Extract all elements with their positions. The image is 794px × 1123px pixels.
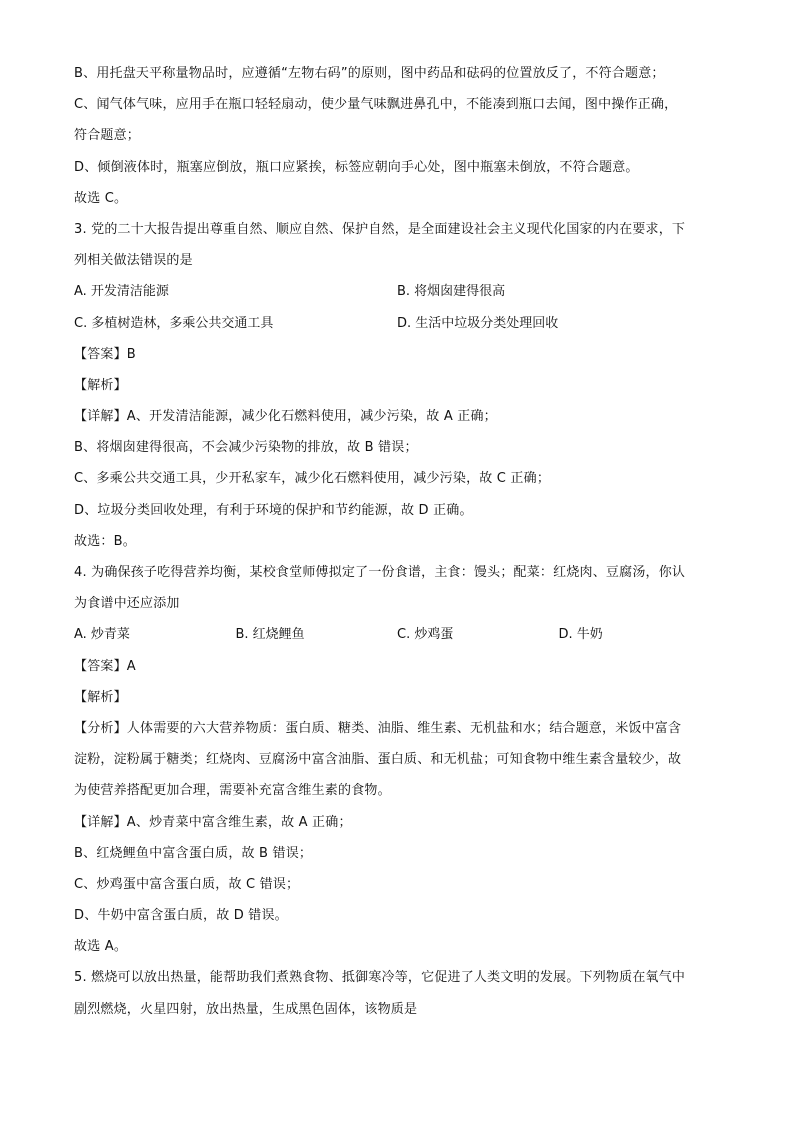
detail-line: D、垃圾分类回收处理，有利于环境的保护和节约能源，故 D 正确。 xyxy=(74,502,473,518)
option-b: B. 将烟囱建得很高 xyxy=(397,284,506,300)
analysis-line: 淀粉，淀粉属于糖类；红烧肉、豆腐汤中富含油脂、蛋白质、和无机盐；可知食物中维生素含量较少，故 xyxy=(74,752,682,768)
text-line: B、用托盘天平称量物品时，应遵循“左物右码”的原则，图中药品和砝码的位置放反了，不符合题意； xyxy=(74,66,665,81)
question-5-stem: 5. 燃烧可以放出热量，能帮助我们煮熟食物、抵御寒冷等，它促进了人类文明的发展。下列物质在氧气中 xyxy=(74,970,686,986)
question-3-options-row1 xyxy=(74,276,720,307)
detail-line: C、多乘公共交通工具，少开私家车，减少化石燃料使用，减少污染，故 C 正确； xyxy=(74,471,551,487)
question-5-stem-cont: 剧烈燃烧，火星四射，放出热量，生成黑色固体，该物质是 xyxy=(74,1001,418,1017)
text-line: 故选 C。 xyxy=(74,190,128,206)
detail-line: B、红烧鲤鱼中富含蛋白质，故 B 错误； xyxy=(74,845,313,861)
question-3-options-row2 xyxy=(74,308,720,339)
option-c: C. 多植树造林，多乘公共交通工具 xyxy=(74,315,274,331)
answer-label: 【答案】B xyxy=(74,346,136,362)
option-c: C. 炒鸡蛋 xyxy=(397,627,454,643)
text-line: 符合题意； xyxy=(74,128,141,144)
selection-line: 故选 A。 xyxy=(74,939,128,955)
option-d: D. 牛奶 xyxy=(558,627,603,643)
option-b: B. 红烧鲤鱼 xyxy=(235,627,305,643)
option-a: A. 开发清洁能源 xyxy=(74,284,169,300)
analysis-label: 【解析】 xyxy=(74,689,127,705)
detail-line: C、炒鸡蛋中富含蛋白质，故 C 错误； xyxy=(74,876,300,892)
analysis-label: 【解析】 xyxy=(74,377,127,393)
option-d: D. 生活中垃圾分类处理回收 xyxy=(397,315,559,331)
document-page xyxy=(74,58,720,1025)
question-4-stem: 4. 为确保孩子吃得营养均衡，某校食堂师傅拟定了一份食谱，主食：馒头；配菜：红烧肉、豆腐汤，你认 xyxy=(74,565,686,580)
option-a: A. 炒青菜 xyxy=(74,627,130,643)
detail-line: 【详解】A、炒青菜中富含维生素，故 A 正确； xyxy=(74,814,352,830)
question-3-stem: 3. 党的二十大报告提出尊重自然、顺应自然、保护自然，是全面建设社会主义现代化国家的内在要求，下 xyxy=(74,221,686,237)
analysis-line: 【分析】人体需要的六大营养物质：蛋白质、糖类、油脂、维生素、无机盐和水；结合题意，米饭中富含 xyxy=(74,720,682,736)
question-4-options xyxy=(74,619,720,650)
analysis-line: 为使营养搭配更加合理，需要补充富含维生素的食物。 xyxy=(74,783,391,799)
selection-line: 故选：B。 xyxy=(74,533,136,549)
detail-line: B、将烟囱建得很高，不会减少污染物的排放，故 B 错误； xyxy=(74,440,418,456)
detail-line: 【详解】A、开发清洁能源，减少化石燃料使用，减少污染，故 A 正确； xyxy=(74,409,497,425)
text-line: C、闻气体气味，应用手在瓶口轻轻扇动，使少量气味飘进鼻孔中，不能凑到瓶口去闻，图中操作正确， xyxy=(74,97,678,113)
question-3-stem-cont: 列相关做法错误的是 xyxy=(74,253,193,269)
detail-line: D、牛奶中富含蛋白质，故 D 错误。 xyxy=(74,908,288,924)
answer-label: 【答案】A xyxy=(74,658,136,674)
question-4-stem-cont: 为食谱中还应添加 xyxy=(74,596,180,612)
text-line: D、倾倒液体时，瓶塞应倒放，瓶口应紧挨，标签应朝向手心处，图中瓶塞未倒放，不符合题意。 xyxy=(74,159,639,175)
